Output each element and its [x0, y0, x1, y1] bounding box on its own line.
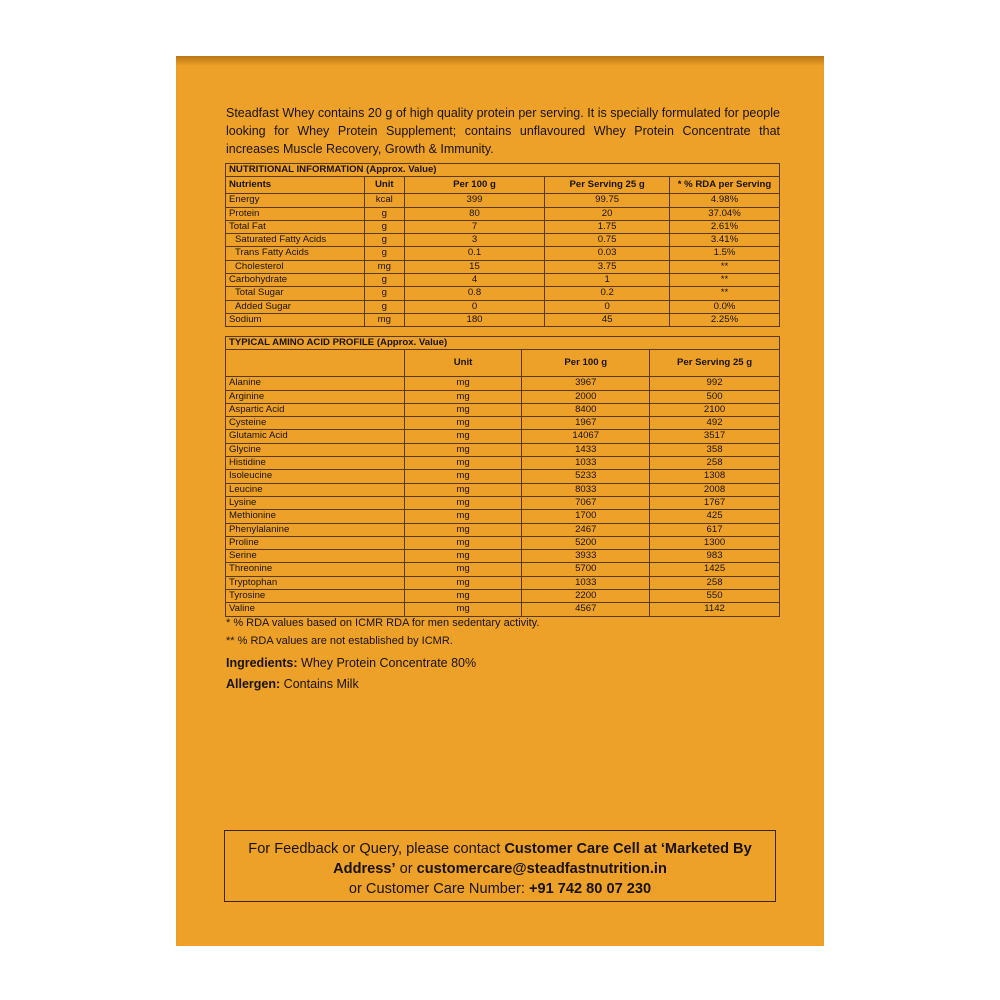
amino-cell: 1308 [650, 470, 780, 483]
amino-cell: 1142 [650, 603, 780, 616]
amino-cell: Alanine [226, 377, 405, 390]
amino-cell: 358 [650, 443, 780, 456]
nutrition-cell: Total Fat [226, 220, 365, 233]
amino-cell: Methionine [226, 510, 405, 523]
amino-caption: TYPICAL AMINO ACID PROFILE (Approx. Value) [226, 337, 780, 350]
table-row [226, 510, 780, 523]
nutrition-header-4: * % RDA per Serving [670, 177, 780, 194]
table-row [226, 603, 780, 616]
amino-cell: mg [404, 430, 522, 443]
amino-cell: mg [404, 483, 522, 496]
nutrition-cell: 1.75 [545, 220, 670, 233]
package-top-edge [176, 56, 824, 66]
amino-cell: 2000 [522, 390, 650, 403]
amino-cell: Glutamic Acid [226, 430, 405, 443]
amino-cell: Histidine [226, 457, 405, 470]
contact-text-3: or Customer Care Number: [348, 881, 529, 897]
nutrition-cell: 20 [545, 207, 670, 220]
table-row [226, 536, 780, 549]
nutrition-table [225, 163, 780, 327]
table-row [226, 403, 780, 416]
nutrition-cell: mg [364, 260, 404, 273]
customer-care-box [224, 830, 776, 902]
nutrition-cell: Carbohydrate [226, 274, 365, 287]
amino-cell: 1300 [650, 536, 780, 549]
amino-cell: mg [404, 603, 522, 616]
nutrition-cell: Total Sugar [226, 287, 365, 300]
nutrition-header-2: Per 100 g [404, 177, 545, 194]
nutrition-cell: 399 [404, 194, 545, 207]
rda-footnote-1: * % RDA values based on ICMR RDA for men sedentary activity. [226, 617, 540, 629]
nutrition-cell: 4 [404, 274, 545, 287]
amino-cell: 983 [650, 550, 780, 563]
nutrition-cell: kcal [364, 194, 404, 207]
table-row [226, 287, 780, 300]
amino-cell: 1700 [522, 510, 650, 523]
amino-cell: 617 [650, 523, 780, 536]
amino-cell: Serine [226, 550, 405, 563]
nutrition-cell: Saturated Fatty Acids [226, 234, 365, 247]
nutrition-cell: g [364, 300, 404, 313]
amino-cell: mg [404, 403, 522, 416]
amino-cell: Proline [226, 536, 405, 549]
amino-cell: Leucine [226, 483, 405, 496]
table-row [226, 377, 780, 390]
amino-cell: 258 [650, 576, 780, 589]
table-row [226, 247, 780, 260]
nutrition-cell: 99.75 [545, 194, 670, 207]
amino-cell: mg [404, 536, 522, 549]
amino-cell: 2100 [650, 403, 780, 416]
amino-cell: mg [404, 390, 522, 403]
nutrition-cell: ** [670, 260, 780, 273]
nutrition-cell: g [364, 287, 404, 300]
nutrition-caption: NUTRITIONAL INFORMATION (Approx. Value) [226, 164, 780, 177]
amino-header-3: Per Serving 25 g [650, 350, 780, 377]
nutrition-cell: Sodium [226, 313, 365, 326]
amino-cell: 492 [650, 417, 780, 430]
table-row [226, 496, 780, 509]
amino-cell: Valine [226, 603, 405, 616]
nutrition-cell: 15 [404, 260, 545, 273]
amino-cell: mg [404, 377, 522, 390]
amino-cell: Isoleucine [226, 470, 405, 483]
contact-address: Address’ [333, 861, 396, 877]
amino-cell: mg [404, 550, 522, 563]
amino-cell: mg [404, 576, 522, 589]
allergen-line [226, 677, 359, 691]
amino-cell: 3967 [522, 377, 650, 390]
amino-cell: Glycine [226, 443, 405, 456]
amino-cell: 2200 [522, 590, 650, 603]
table-row [226, 260, 780, 273]
nutrition-cell: 180 [404, 313, 545, 326]
amino-cell: 14067 [522, 430, 650, 443]
table-row [226, 194, 780, 207]
amino-cell: Lysine [226, 496, 405, 509]
amino-cell: mg [404, 563, 522, 576]
amino-cell: 1425 [650, 563, 780, 576]
nutrition-cell: g [364, 234, 404, 247]
nutrition-cell: 4.98% [670, 194, 780, 207]
nutrition-cell: g [364, 247, 404, 260]
nutrition-cell: 0.8 [404, 287, 545, 300]
amino-cell: Arginine [226, 390, 405, 403]
nutrition-cell: g [364, 274, 404, 287]
amino-header-2: Per 100 g [522, 350, 650, 377]
table-row [226, 313, 780, 326]
contact-care-cell: Customer Care Cell at ‘Marketed By [504, 841, 752, 857]
table-row [226, 220, 780, 233]
table-row [226, 523, 780, 536]
table-row [226, 443, 780, 456]
amino-cell: 1767 [650, 496, 780, 509]
amino-cell: mg [404, 523, 522, 536]
amino-cell: mg [404, 457, 522, 470]
table-row [226, 563, 780, 576]
nutrition-cell: 3.41% [670, 234, 780, 247]
contact-text-1: For Feedback or Query, please contact [248, 841, 505, 857]
amino-header-1: Unit [404, 350, 522, 377]
amino-cell: 8400 [522, 403, 650, 416]
amino-cell: 500 [650, 390, 780, 403]
amino-cell: mg [404, 443, 522, 456]
amino-cell: Threonine [226, 563, 405, 576]
nutrition-cell: 2.61% [670, 220, 780, 233]
amino-cell: Cysteine [226, 417, 405, 430]
ingredients-value: Whey Protein Concentrate 80% [301, 656, 477, 670]
amino-cell: 5233 [522, 470, 650, 483]
amino-cell: 2467 [522, 523, 650, 536]
table-row [226, 390, 780, 403]
amino-cell: mg [404, 470, 522, 483]
nutrition-cell: 0.03 [545, 247, 670, 260]
nutrition-cell: Trans Fatty Acids [226, 247, 365, 260]
amino-cell: 7067 [522, 496, 650, 509]
amino-cell: 4567 [522, 603, 650, 616]
amino-cell: Tryptophan [226, 576, 405, 589]
nutrition-cell: 0 [404, 300, 545, 313]
nutrition-cell: ** [670, 274, 780, 287]
amino-cell: mg [404, 590, 522, 603]
nutrition-cell: 7 [404, 220, 545, 233]
amino-cell: mg [404, 496, 522, 509]
amino-cell: 1967 [522, 417, 650, 430]
nutrition-cell: 0.2 [545, 287, 670, 300]
nutrition-cell: 0.1 [404, 247, 545, 260]
table-row [226, 550, 780, 563]
allergen-value: Contains Milk [283, 677, 359, 691]
amino-cell: 1033 [522, 457, 650, 470]
amino-cell: mg [404, 510, 522, 523]
amino-cell: 258 [650, 457, 780, 470]
contact-email: customercare@steadfastnutrition.in [416, 861, 667, 877]
nutrition-cell: 80 [404, 207, 545, 220]
nutrition-cell: 0.75 [545, 234, 670, 247]
contact-or: or [395, 861, 417, 877]
nutrition-cell: g [364, 207, 404, 220]
amino-cell: 5200 [522, 536, 650, 549]
table-row [226, 274, 780, 287]
amino-cell: mg [404, 417, 522, 430]
nutrition-header-0: Nutrients [226, 177, 365, 194]
amino-cell: 5700 [522, 563, 650, 576]
nutrition-cell: ** [670, 287, 780, 300]
table-row [226, 234, 780, 247]
nutrition-cell: g [364, 220, 404, 233]
ingredients-line [226, 656, 476, 670]
amino-cell: 8033 [522, 483, 650, 496]
amino-cell: 425 [650, 510, 780, 523]
amino-cell: 1033 [522, 576, 650, 589]
amino-cell: 3933 [522, 550, 650, 563]
product-description: Steadfast Whey contains 20 g of high quality protein per serving. It is specially formulated for people looking for Whey Protein Supplement; contains unflavoured Whey Protein Concentrate that increases Muscle Recovery, Growth & Immunity. [226, 106, 780, 156]
amino-cell: 550 [650, 590, 780, 603]
nutrition-cell: Added Sugar [226, 300, 365, 313]
amino-acid-table [225, 336, 780, 617]
amino-cell: 3517 [650, 430, 780, 443]
table-row [226, 430, 780, 443]
allergen-label: Allergen: [226, 677, 281, 691]
table-row [226, 576, 780, 589]
nutrition-cell: 3.75 [545, 260, 670, 273]
rda-footnote-2: ** % RDA values are not established by ICMR. [226, 635, 453, 647]
nutrition-cell: 1.5% [670, 247, 780, 260]
table-row [226, 417, 780, 430]
amino-cell: 992 [650, 377, 780, 390]
nutrition-header-3: Per Serving 25 g [545, 177, 670, 194]
table-row [226, 590, 780, 603]
nutrition-cell: 0.0% [670, 300, 780, 313]
amino-cell: Phenylalanine [226, 523, 405, 536]
nutrition-cell: 37.04% [670, 207, 780, 220]
table-row [226, 300, 780, 313]
nutrition-cell: 0 [545, 300, 670, 313]
table-row [226, 483, 780, 496]
ingredients-label: Ingredients: [226, 656, 298, 670]
table-row [226, 457, 780, 470]
nutrition-cell: 3 [404, 234, 545, 247]
contact-phone: +91 742 80 07 230 [528, 881, 652, 897]
nutrition-cell: 1 [545, 274, 670, 287]
nutrition-cell: Energy [226, 194, 365, 207]
amino-header-0 [226, 350, 405, 377]
table-row [226, 470, 780, 483]
amino-cell: Tyrosine [226, 590, 405, 603]
nutrition-cell: 2.25% [670, 313, 780, 326]
nutrition-cell: mg [364, 313, 404, 326]
nutrition-cell: Protein [226, 207, 365, 220]
nutrition-cell: Cholesterol [226, 260, 365, 273]
nutrition-header-1: Unit [364, 177, 404, 194]
amino-cell: 2008 [650, 483, 780, 496]
table-row [226, 207, 780, 220]
amino-cell: Aspartic Acid [226, 403, 405, 416]
nutrition-cell: 45 [545, 313, 670, 326]
amino-cell: 1433 [522, 443, 650, 456]
